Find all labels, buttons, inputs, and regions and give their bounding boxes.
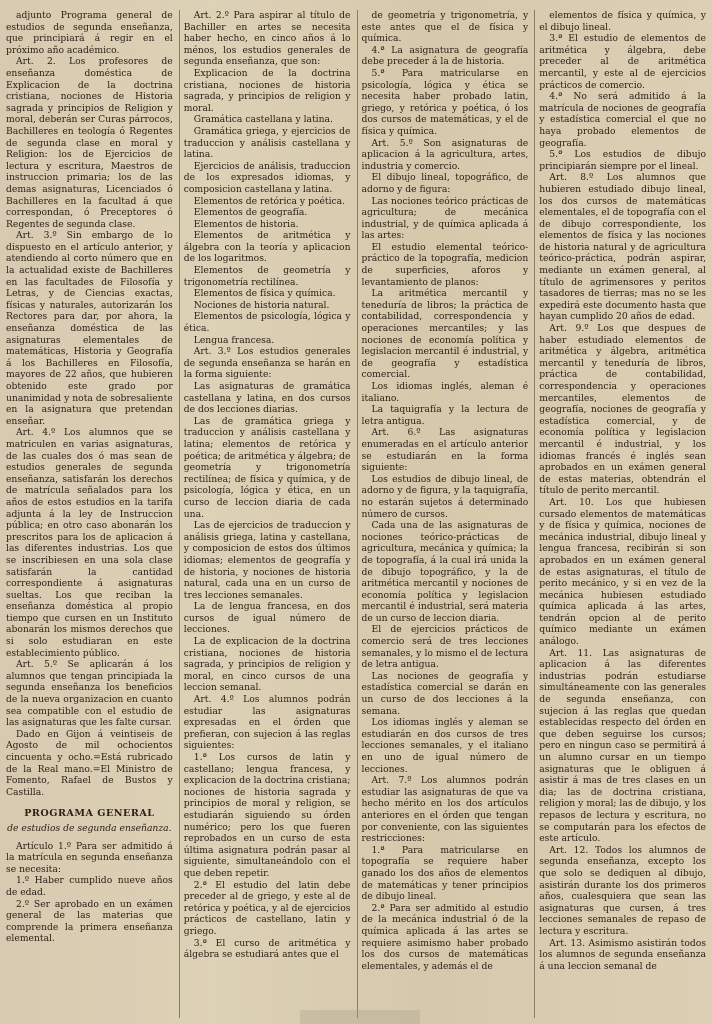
paragraph: 3.ª El estudio de elementos de aritmética y álgebra, debe preceder al de aritmética mercantil, y este al de ejercicios prácticos de comercio.: [539, 33, 706, 91]
paragraph: Elementos de historia.: [193, 218, 299, 230]
paragraph: Elementos de física y química.: [193, 288, 336, 300]
paragraph: Art. 11. Las asignaturas de aplicacion á las diferentes industrias podrán estudiarse simultáneamente con las generales de segunda enseñanza, con sujecion á las reglas que quedan establecidas respecto del órden en que deben seguirse los cursos; pero en ningun caso se permitirá á un alumno cursar en un tiempo asignaturas que le obliguen á asistir á mas de tres clases en un dia; las de doctrina cristiana, religion y moral; las de dibujo, y los repasos de lectura y escritura, no se computarán para los efectos de este artículo.: [539, 647, 706, 845]
column-2: [179, 10, 351, 1018]
paragraph: La de lengua francesa, en dos cursos de igual número de lecciones.: [183, 601, 351, 636]
paragraph: Art. 2.º Para aspirar al título de Bachiller en artes se necesita haber hecho, en cinco años á lo ménos, los estudios generales de segunda enseñanza, que son:: [183, 10, 351, 68]
paragraph: Dado en Gijon á veintiseis de Agosto de mil ochocientos cincuenta y ocho.=Está rubricado de la Real mano.=El Ministro de Fomento, Rafael de Bustos y Castilla.: [6, 728, 173, 798]
paragraph: El estudio elemental teórico-práctico de la topografía, medicion de superficies, aforos y levantamiento de planos:: [361, 241, 529, 288]
paragraph: Art. 13. Asimismo asistirán todos los alumnos de segunda enseñanza á una leccion semanal de: [539, 937, 706, 972]
paragraph: El dibujo lineal, topográfico, de adorno y de figura:: [361, 172, 529, 195]
paragraph: Gramática castellana y latina.: [193, 114, 333, 126]
paragraph: 5.ª Los estudios de dibujo principiarán siempre por el lineal.: [539, 149, 706, 172]
column-4: [534, 10, 706, 1018]
paragraph: Art. 12. Todos los alumnos de segunda enseñanza, excepto los que solo se dediquen al dibujo, asistirán durante los dos primeros años, cualesquiera que sean las asignaturas que cursen, á tres lecciones semanales de repaso de lectura y escritura.: [539, 844, 706, 937]
paragraph: Los idiomas inglés, aleman é italiano.: [361, 381, 529, 404]
paragraph: Las nociones de geografía y estadística comercial se darán en un curso de dos lecciones á la semana.: [361, 670, 529, 717]
paragraph: La aritmética mercantil y teneduría de libros; la práctica de contabilidad, correspondencia y operaciones mercantiles; y las nociones de economía política y legislacion mercantil é industrial, y de geografía y estadística comercial.: [361, 288, 529, 381]
paragraph: de geometría y trigonometría, y este antes que el de física y química.: [361, 10, 529, 45]
paragraph: 2.ª El estudio del latin debe preceder al de griego, y este al de retórica y poética, y al de ejercicios prácticos de castellano, latin y griego.: [183, 879, 351, 937]
paragraph: 1.ª Para matricularse en topografía se requiere haber ganado los dos años de elementos de matemáticas y tener principios de dibujo lineal.: [361, 844, 529, 903]
section-subheading: de estudios de segunda enseñanza.: [7, 822, 172, 834]
paragraph: Elementos de aritmética y álgebra con la teoría y aplicacion de los logaritmos.: [183, 230, 351, 265]
paragraph: 4.ª No será admitido á la matrícula de nociones de geografía y estadística comercial el que no haya probado elementos de geografía.: [539, 91, 706, 149]
paragraph: Elementos de geometría y trigonometría rectilínea.: [183, 265, 351, 288]
paragraph: Elementos de psicología, lógica y ética.: [183, 311, 351, 335]
paragraph: Art. 5.º Se aplicarán á los alumnos que tengan principiada la segunda enseñanza los beneficios de la nueva organizacion en cuanto sea compatible con el estudio de las asignaturas que les falte cursar.: [6, 659, 173, 729]
paragraph: Art. 3.º Los estudios generales de segunda enseñanza se harán en la forma siguiente:: [183, 346, 351, 381]
paragraph: 4.ª La asignatura de geografía debe preceder á la de historia.: [361, 44, 529, 68]
paragraph: adjunto Programa general de estudios de segunda enseñanza, que principiará á regir en el próximo año académico.: [6, 10, 173, 56]
paragraph: Art. 4.º Los alumnos podrán estudiar las asignaturas expresadas en el órden que prefieran, con sujecion á las reglas siguientes:: [183, 694, 351, 752]
paragraph: Gramática griega, y ejercicios de traduccion y análisis castellana y latina.: [183, 125, 351, 161]
paragraph: elementos de física y química, y el dibujo lineal.: [539, 10, 706, 33]
paragraph: Art. 10. Los que hubiesen cursado elementos de matemáticas y de física y química, nociones de mecánica industrial, dibujo lineal y lengua francesa, recibirán si son aprobados en un exámen general de estas asignaturas, el título de perito mecánico, y si en vez de la mecánica hubiesen estudiado química aplicada á las artes, tendrán opcion al de perito químico mediante un exámen análogo.: [539, 496, 706, 648]
column-1: [6, 10, 173, 1018]
paragraph: Los estudios de dibujo lineal, de adorno y de figura, y la taquigrafía, no estarán sujetos á determinado número de cursos.: [361, 473, 529, 520]
text-columns: [6, 10, 706, 1018]
paragraph: 1.º Haber cumplido nueve años de edad.: [6, 875, 173, 898]
paragraph: La de explicacion de la doctrina cristiana, nociones de historia sagrada, y principios de religion y moral, en cinco cursos de una leccion semanal.: [183, 636, 351, 694]
paragraph: Las nociones teórico prácticas de agricultura; de mecánica industrial, y de química aplicada á las artes:: [361, 195, 529, 242]
paragraph: Nociones de historia natural.: [193, 299, 330, 311]
paragraph: Art. 2. Los profesores de enseñanza doméstica de Explicacion de la doctrina cristiana, nociones de Historia sagrada y principios de Religion y moral, deberán ser Curas párrocos, Bachilleres en teología ó Regentes de segunda clase en moral y Religion: los de Ejercicios de lectura y escritura, Maestros de instruccion primaria; los de las demas asignaturas, Licenciados ó Bachilleres en la facultad á que correspondan, ó Preceptores ó Regentes de segunda clase.: [6, 56, 173, 230]
paragraph: Los idiomas inglés y aleman se estudiarán en dos cursos de tres lecciones semanales, y el italiano en uno de igual número de lecciones.: [361, 717, 529, 775]
paragraph: Las de gramática griega y traduccion y análisis castellana y latina; elementos de retórica y poética; de aritmética y álgebra; de geometría y trigonometría rectilínea; de física y química, y de psicología, lógica y ética, en un curso de leccion diaria de cada una.: [183, 415, 351, 520]
paragraph: Art. 3.º Sin embargo de lo dispuesto en el artículo anterior, y atendiendo al corto número que en la actualidad existe de Bachilleres en las facultades de Filosofía y Letras, y de Ciencias exactas, físicas y naturales, autorizarán los Rectores para dar, por ahora, la enseñanza doméstica de las asignaturas elementales de matemáticas, Historia y Geografía á los Bachilleres en Filosofía, mayores de 22 años, que hubieren obtenido este grado por unanimidad y nota de sobresaliente en la asignatura que pretendan enseñar.: [6, 230, 173, 427]
tape-mark: [300, 1010, 420, 1024]
paragraph: Las asignaturas de gramática castellana y latina, en dos cursos de dos lecciones diarias.: [183, 381, 351, 416]
section-heading: PROGRAMA GENERAL: [24, 808, 155, 820]
paragraph: Art. 6.º Las asignaturas enumeradas en el artículo anterior se estudiarán en la forma siguiente:: [361, 427, 529, 474]
paragraph: Elementos de retórica y poética.: [193, 195, 346, 207]
paragraph: 2.º Ser aprobado en un exámen general de las materias que comprende la primera enseñanza elemental.: [6, 898, 173, 945]
paragraph: Art. 8.º Los alumnos que hubieren estudiado dibujo lineal, los dos cursos de matemáticas elementales, el de topografía con el de dibujo correspondiente, los elementos de física y las nociones de historia natural y de agricultura teórico-práctica, podrán aspirar, mediante un exámen general, al título de agrimensores y peritos tasadores de tierras; mas no se les expedirá este documento hasta que hayan cumplido 20 años de edad.: [539, 172, 706, 323]
paragraph: 1.ª Los cursos de latin y castellano; lengua francesa, y explicacion de la doctrina cristiana; nociones de historia sagrada y principios de moral y religion, se estudiarán siguiendo su órden numérico; pero los que fueren reprobados en un curso de esta última asignatura podrán pasar al siguiente, simultaneándolo con el que deben repetir.: [183, 752, 351, 879]
paragraph: 2.ª Para ser admitido al estudio de la mecánica industrial ó de la química aplicada á las artes se requiere asimismo haber probado los dos cursos de matemáticas elementales, y además el de: [361, 902, 529, 972]
paragraph: El de ejercicios prácticos de comercio será de tres lecciones semanales, y lo mismo el de lectura de letra antigua.: [361, 624, 529, 671]
paragraph: 3.ª El curso de aritmética y álgebra se estudiará antes que el: [183, 937, 351, 961]
paragraph: Elementos de geografía.: [193, 207, 308, 219]
paragraph: La taquigrafía y la lectura de letra antigua.: [361, 404, 529, 427]
paragraph: Art. 5.º Son asignaturas de aplicacion á la agricultura, artes, industria y comercio.: [361, 137, 529, 172]
paragraph: Art. 9.º Los que despues de haber estudiado elementos de aritmética y álgebra, aritmética mercantil y teneduría de libros, práctica de contabilidad, correspondencia y operaciones mercantiles, elementos de geografía, nociones de geografía y estadística comercial, y de economía política y legislacion mercantil é industrial, y los idiomas francés é inglés sean aprobados en un exámen general de estas materias, obtendrán el título de perito mercantil.: [539, 323, 706, 497]
column-3: [357, 10, 529, 1018]
paragraph: Explicacion de la doctrina cristiana, nociones de historia sagrada, y principios de religion y moral.: [183, 67, 351, 114]
paragraph: Cada una de las asignaturas de nociones teórico-prácticas de agricultura, mecánica y química; la de topografía, á la cual irá unida la de dibujo topográfico, y la de aritmética mercantil y nociones de economía política y legislacion mercantil é industrial, será materia de un curso de leccion diaria.: [361, 520, 529, 624]
paragraph: 5.ª Para matricularse en psicología, lógica y ética se necesita haber probado latin, griego, y retórica y poética, ó los dos cursos de matemáticas, y el de física y química.: [361, 67, 529, 137]
paragraph: Lengua francesa.: [193, 334, 275, 346]
paragraph: Las de ejercicios de traduccion y análisis griega, latina y castellana, y composicion de estos dos últimos idiomas; elementos de geografía y de historia, y nociones de historia natural, cada una en un curso de tres lecciones semanales.: [183, 520, 351, 601]
paragraph: Art. 7.º Los alumnos podrán estudiar las asignaturas de que va hecho mérito en los dos artículos anteriores en el órden que tengan por conveniente, con las siguientes restricciones:: [361, 775, 529, 845]
paragraph: Art. 4.º Los alumnos que se matriculen en varias asignaturas, de las cuales dos ó mas sean de estudios generales de segunda enseñanza, satisfarán los derechos de matrícula señalados para los años de estos estudios en la tarifa adjunta á la ley de Instruccion pública; en otro caso abonarán los prescritos para los de aplicacion á las diferentes industrias. Los que se inscribiesen en una sola clase satisfarán la cantidad correspondiente á asignaturas sueltas. Los que reciban la enseñanza doméstica al propio tiempo que cursen en un Instituto abonarán los mismos derechos que si solo estudiaran en este establecimiento público.: [6, 427, 173, 659]
paragraph: Ejercicios de análisis, traduccion de los expresados idiomas, y composicion castellana y latina.: [183, 160, 351, 195]
paragraph: Artículo 1.º Para ser admitido á la matrícula en segunda enseñanza se necesita:: [6, 840, 173, 875]
